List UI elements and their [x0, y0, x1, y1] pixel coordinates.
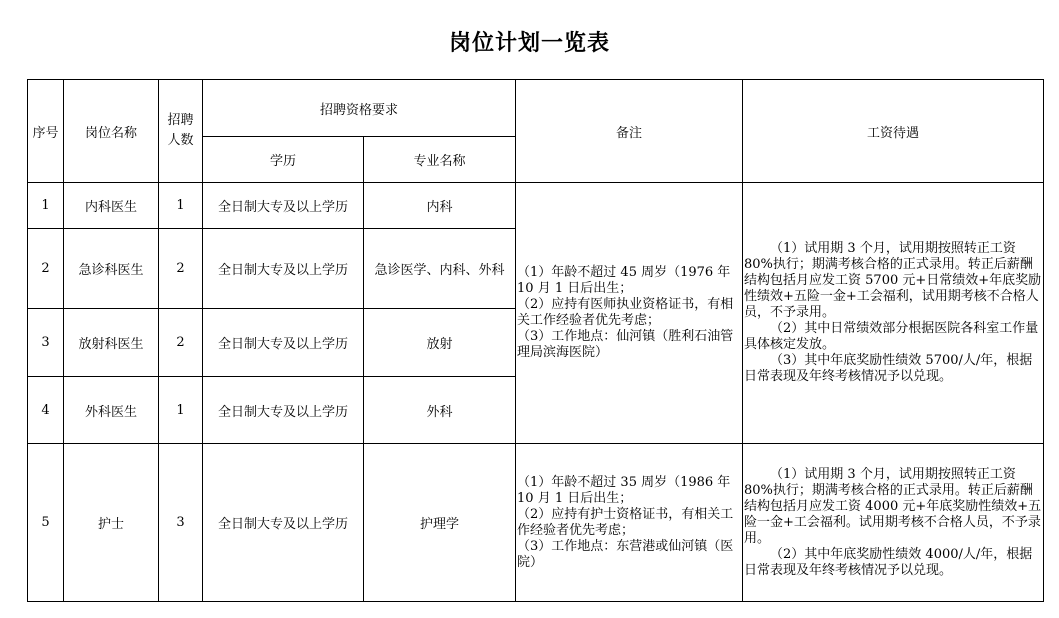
- row-education: 全日制大专及以上学历: [203, 229, 364, 309]
- row-education: 全日制大专及以上学历: [203, 377, 364, 444]
- table-row: [28, 444, 1044, 602]
- row-seq: 5: [28, 444, 64, 602]
- remark-line: （3）工作地点：仙河镇（胜利石油管理局滨海医院）: [517, 329, 734, 360]
- nurse-salary: [743, 444, 1044, 602]
- row-major: 放射: [364, 309, 516, 377]
- row-education: 全日制大专及以上学历: [203, 309, 364, 377]
- remark-line: （2）应持有医师执业资格证书，有相关工作经验者优先考虑；: [517, 297, 734, 328]
- row-position: 内科医生: [64, 183, 159, 229]
- header-education: 学历: [203, 137, 364, 183]
- row-position: 放射科医生: [64, 309, 159, 377]
- row-education: 全日制大专及以上学历: [203, 183, 364, 229]
- salary-line: （1）试用期 3 个月，试用期按照转正工资 80%执行；期满考核合格的正式录用。转正后薪酬结构包括月应发工资 5700 元+日常绩效+年底奖励性绩效+五险一金+工会福利，试用期考核不合格人员，不予录用。: [744, 241, 1042, 320]
- row-major: 内科: [364, 183, 516, 229]
- remark-line: （3）工作地点：东营港或仙河镇（医院）: [517, 538, 734, 570]
- row-major: 外科: [364, 377, 516, 444]
- header-salary: 工资待遇: [743, 80, 1044, 183]
- row-major: 急诊医学、内科、外科: [364, 229, 516, 309]
- remark-line: （2）应持有护士资格证书，有相关工作经验者优先考虑；: [517, 506, 734, 538]
- row-seq: 2: [28, 229, 64, 309]
- position-plan-table: [27, 79, 1044, 602]
- row-position: 急诊科医生: [64, 229, 159, 309]
- header-position: 岗位名称: [64, 80, 159, 183]
- row-position: 护士: [64, 444, 159, 602]
- header-remarks: 备注: [516, 80, 743, 183]
- header-requirements: 招聘资格要求: [203, 80, 516, 137]
- salary-line: （2）其中年底奖励性绩效 4000/人/年，根据日常表现及年终考核情况予以兑现。: [744, 546, 1033, 578]
- row-count: 1: [159, 183, 203, 229]
- salary-line: （3）其中年底奖励性绩效 5700/人/年，根据日常表现及年终考核情况予以兑现。: [744, 353, 1033, 384]
- row-count: 2: [159, 229, 203, 309]
- header-major: 专业名称: [364, 137, 516, 183]
- salary-line: （1）试用期 3 个月，试用期按照转正工资 80%执行；期满考核合格的正式录用。转正后薪酬结构包括月应发工资 4000 元+年底奖励性绩效+五险一金+工会福利。试用期考核不合格人员，不予录用。: [744, 466, 1042, 546]
- remark-line: （1）年龄不超过 35 周岁（1986 年 10 月 1 日后出生；: [517, 474, 731, 506]
- page-title: 岗位计划一览表: [448, 31, 610, 56]
- row-position: 外科医生: [64, 377, 159, 444]
- table-row: [28, 183, 1044, 229]
- row-count: 2: [159, 309, 203, 377]
- row-major: 护理学: [364, 444, 516, 602]
- row-count: 3: [159, 444, 203, 602]
- header-count: 招聘人数: [159, 80, 203, 183]
- row-count: 1: [159, 377, 203, 444]
- doctor-salary: [743, 183, 1044, 444]
- doctor-remarks: [516, 183, 743, 444]
- row-seq: 4: [28, 377, 64, 444]
- row-education: 全日制大专及以上学历: [203, 444, 364, 602]
- salary-line: （2）其中日常绩效部分根据医院各科室工作量具体核定发放。: [744, 321, 1039, 352]
- row-seq: 3: [28, 309, 64, 377]
- nurse-remarks: [516, 444, 743, 602]
- remark-line: （1）年龄不超过 45 周岁（1976 年 10 月 1 日后出生；: [517, 265, 731, 296]
- header-seq: 序号: [28, 80, 64, 183]
- row-seq: 1: [28, 183, 64, 229]
